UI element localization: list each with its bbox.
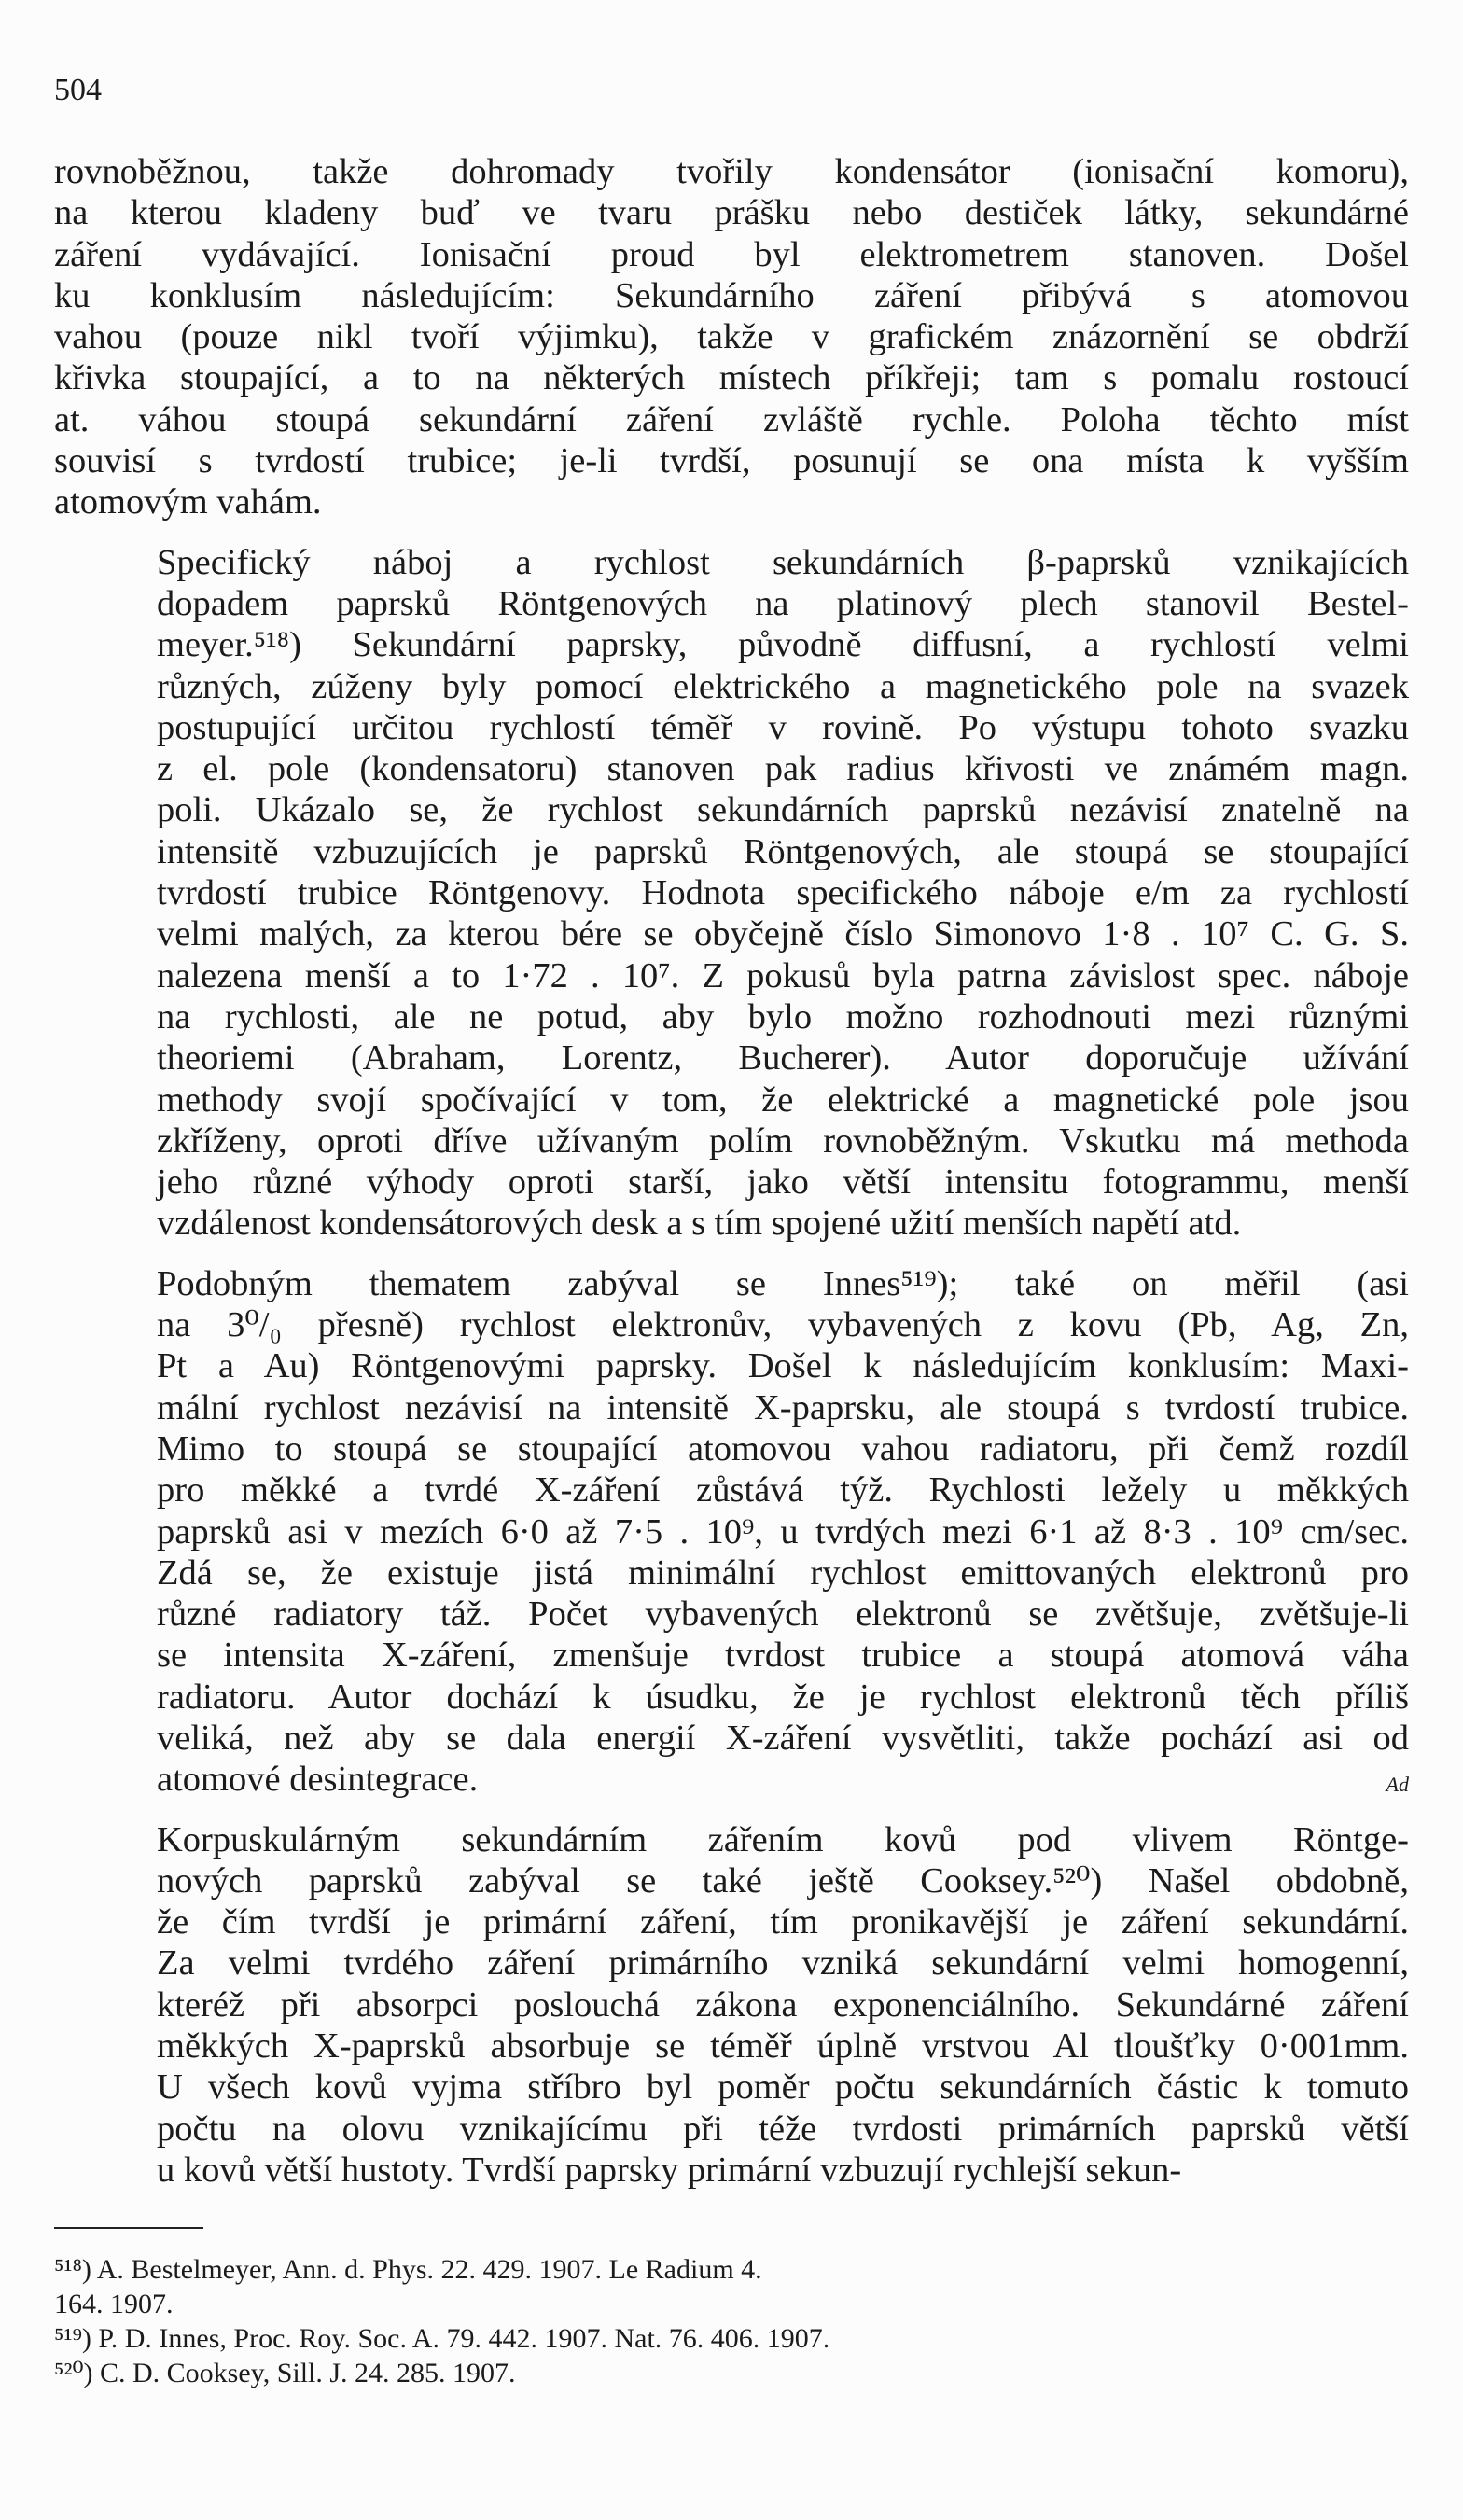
footnote: 164. 1907. [54, 2289, 174, 2319]
footnotes [54, 2252, 1409, 2390]
text-line: různé radiatory táž. Počet vybavených elektronů se zvětšuje, zvětšuje-li [157, 1594, 1409, 1635]
text-line: Mimo to stoupá se stoupající atomovou vahou radiatoru, při čemž rozdíl [157, 1428, 1409, 1469]
text-line: nových paprsků zabýval se také ještě Cooksey.⁵²⁰) Našel obdobně, [157, 1860, 1409, 1900]
text-line: kteréž při absorpci poslouchá zákona exponenciálního. Sekundárné záření [157, 1984, 1409, 2025]
paragraph [54, 151, 1409, 523]
footnote: ⁵¹⁸) A. Bestelmeyer, Ann. d. Phys. 22. 429. 1907. Le Radium 4. [54, 2254, 762, 2285]
text-line: počtu na olovu vznikajícímu při téže tvrdosti primárních paprsků větší [157, 2109, 1409, 2149]
text-line: měkkých X-paprsků absorbuje se téměř úplně vrstvou Al tloušťky 0·001mm. [157, 2026, 1409, 2067]
paragraph [54, 542, 1409, 1245]
text-line: intensitě vzbuzujících je paprsků Röntgenových, ale stoupá se stoupající [157, 831, 1409, 871]
body-text [54, 151, 1409, 2191]
text-line: methody svojí spočívající v tom, že elektrické a magnetické pole jsou [157, 1079, 1409, 1120]
text-line: na kterou kladeny buď ve tvaru prášku nebo destiček látky, sekundárné [54, 193, 1409, 233]
text-line: atomové desintegrace. Ad [54, 1759, 1409, 1800]
text-line: theoriemi (Abraham, Lorentz, Bucherer). Autor doporučuje užívání [157, 1038, 1409, 1079]
text-line: Podobným thematem zabýval se Innes⁵¹⁹); také on měřil (asi [157, 1263, 1409, 1303]
text-line: Specifický náboj a rychlost sekundárních β-paprsků vznikajících [157, 542, 1409, 582]
text-line: dopadem paprsků Röntgenových na platinový plech stanovil Bestel- [157, 583, 1409, 623]
text-line: z el. pole (kondensatoru) stanoven pak radius křivosti ve známém magn. [157, 749, 1409, 789]
text-line: u kovů větší hustoty. Tvrdší paprsky primární vzbuzují rychlejší sekun- [157, 2150, 1182, 2190]
text-line: nalezena menší a to 1·72 . 10⁷. Z pokusů byla patrna závislost spec. náboje [157, 955, 1409, 995]
paragraph [54, 1819, 1409, 2192]
text-line: meyer.⁵¹⁸) Sekundární paprsky, původně diffusní, a rychlostí velmi [157, 625, 1409, 665]
text-line: Korpuskulárným sekundárním zářením kovů pod vlivem Röntge- [157, 1819, 1409, 1859]
text-line: na rychlosti, ale ne potud, aby bylo možno rozhodnouti mezi různými [157, 996, 1409, 1037]
text-line: souvisí s tvrdostí trubice; je-li tvrdší, posunují se ona místa k vyšším [54, 441, 1409, 481]
text-line: Pt a Au) Röntgenovými paprsky. Došel k následujícím konklusím: Maxi- [157, 1346, 1409, 1386]
text-line: rovnoběžnou, takže dohromady tvořily kondensátor (ionisační komoru), [54, 152, 1409, 191]
text-line: at. váhou stoupá sekundární záření zvláště rychle. Poloha těchto míst [54, 399, 1409, 439]
page-number: 504 [54, 73, 102, 107]
text-line: vzdálenost kondensátorových desk a s tím spojené užití menších napětí atd. [157, 1204, 1242, 1244]
text-line: atomovým vahám. [54, 482, 322, 522]
paragraph [54, 1263, 1409, 1801]
text-line: zkříženy, oproti dříve užívaným polím rovnoběžným. Vskutku má methoda [157, 1121, 1409, 1161]
text-line: mální rychlost nezávisí na intensitě X-paprsku, ale stoupá s tvrdostí trubice. [157, 1387, 1409, 1427]
margin-mark: Ad [1386, 1773, 1409, 1797]
text-line: vahou (pouze nikl tvoří výjimku), takže v grafickém znázornění se obdrží [54, 317, 1409, 357]
text-line: radiatoru. Autor dochází k úsudku, že je rychlost elektronů těch příliš [157, 1677, 1409, 1717]
footnote: ⁵²⁰) C. D. Cooksey, Sill. J. 24. 285. 1907. [54, 2358, 516, 2388]
text-line: U všech kovů vyjma stříbro byl poměr počtu sekundárních částic k tomuto [157, 2068, 1409, 2108]
text-line: postupující určitou rychlostí téměř v rovině. Po výstupu tohoto svazku [157, 707, 1409, 747]
text-line: poli. Ukázalo se, že rychlost sekundárních paprsků nezávisí znatelně na [157, 790, 1409, 830]
text-line: jeho různé výhody oproti starší, jako větší intensitu fotogrammu, menší [157, 1163, 1409, 1203]
text-line: Za velmi tvrdého záření primárního vzniká sekundární velmi homogenní, [157, 1943, 1409, 1984]
text-line: paprsků asi v mezích 6·0 až 7·5 . 10⁹, u tvrdých mezi 6·1 až 8·3 . 10⁹ cm/sec. [157, 1511, 1409, 1552]
text-line: tvrdostí trubice Röntgenovy. Hodnota specifického náboje e/m za rychlostí [157, 873, 1409, 913]
footnote-rule [54, 2227, 203, 2229]
text-line: různých, zúženy byly pomocí elektrického a magnetického pole na svazek [157, 666, 1409, 706]
footnote: ⁵¹⁹) P. D. Innes, Proc. Roy. Soc. A. 79. 442. 1907. Nat. 76. 406. 1907. [54, 2323, 830, 2354]
text-line: na 3⁰/₀ přesně) rychlost elektronův, vybavených z kovu (Pb, Ag, Zn, [157, 1305, 1409, 1345]
text-line: ku konklusím následujícím: Sekundárního záření přibývá s atomovou [54, 275, 1409, 315]
text-line: křivka stoupající, a to na některých místech příkřeji; tam s pomalu rostoucí [54, 358, 1409, 398]
text-line: že čím tvrdší je primární záření, tím pronikavější je záření sekundární. [157, 1902, 1409, 1942]
text-line: pro měkké a tvrdé X-záření zůstává týž. Rychlosti ležely u měkkých [157, 1470, 1409, 1511]
text-line: se intensita X-záření, zmenšuje tvrdost trubice a stoupá atomová váha [157, 1636, 1409, 1676]
text-line: veliká, než aby se dala energií X-záření vysvětliti, takže pochází asi od [157, 1718, 1409, 1758]
text-line: záření vydávající. Ionisační proud byl elektrometrem stanoven. Došel [54, 234, 1409, 274]
text-line: Zdá se, že existuje jistá minimální rychlost emittovaných elektronů pro [157, 1552, 1409, 1593]
text-line: velmi malých, za kterou bére se obyčejně číslo Simonovo 1·8 . 10⁷ C. G. S. [157, 914, 1409, 954]
